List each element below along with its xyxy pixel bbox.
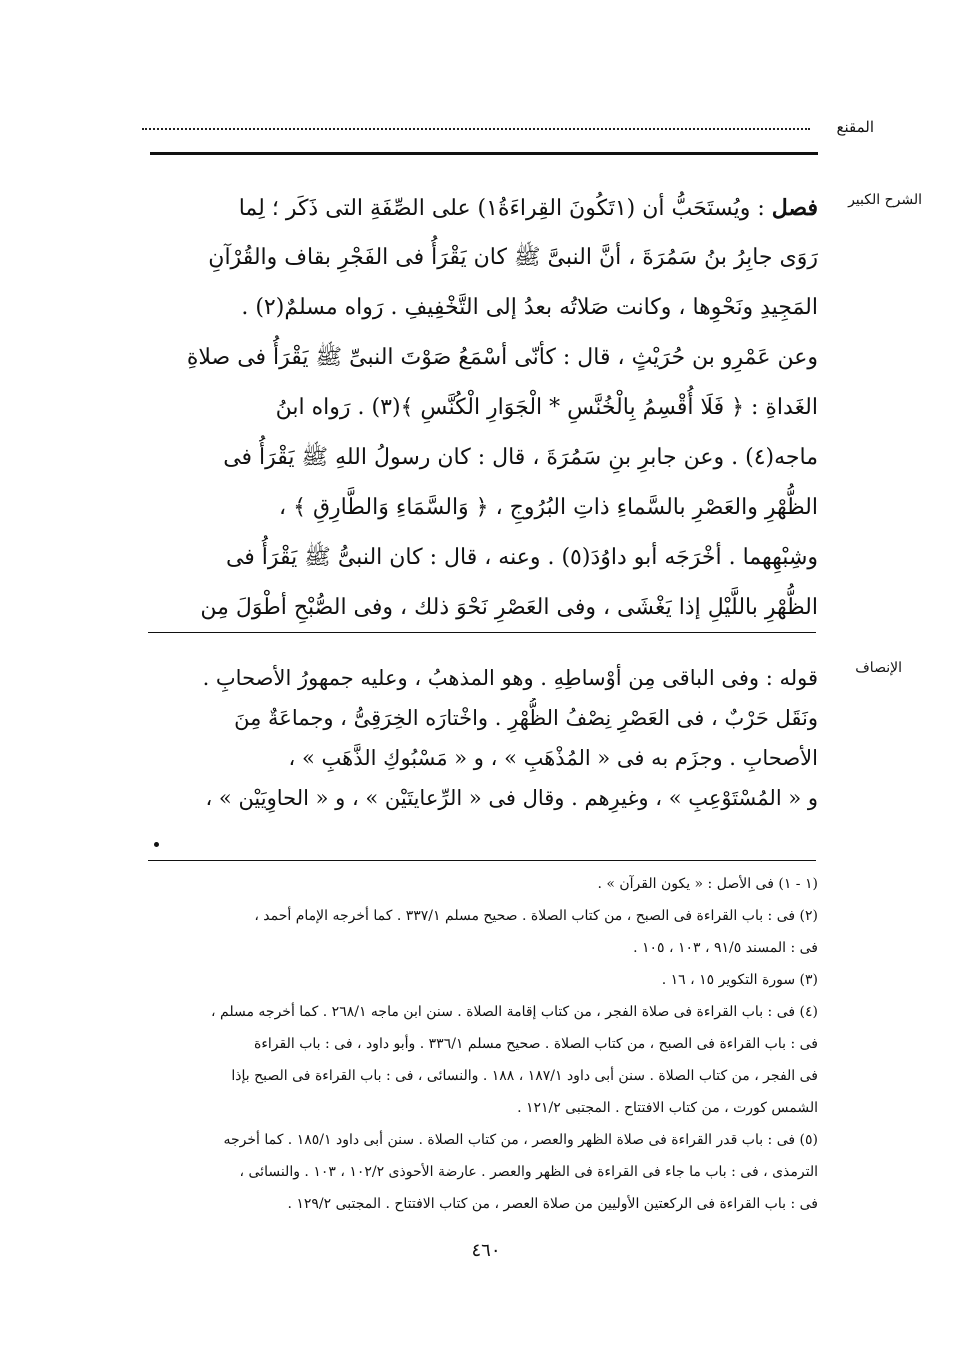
footnote-line: فى : باب القراءة فى الصبح ، من كتاب الصلاة . صحيح مسلم ٣٣٦/١ . وأبو داود ، فى : باب القراءة <box>253 1036 818 1052</box>
footnote-line: الشمس كورت ، من كتاب الافتتاح . المجتبى ١٢١/٢ . <box>517 1100 818 1116</box>
continuation-dot <box>154 842 159 847</box>
footnote-line: فى الفجر ، من كتاب الصلاة . سنن أبى داود ١٨٧/١ ، ١٨٨ . والنسائى ، فى : باب القراءة فى الصبح بإذا <box>231 1068 818 1084</box>
main-line: الغَداةِ : ﴿ فَلَا أُقْسِمُ بِالْخُنَّسِ * الْجَوَارِ الْكُنَّسِ ﴾(٣) . رَواه ابنُ <box>275 395 818 420</box>
footnote-line: فى : باب القراءة فى الركعتين الأوليين من صلاة العصر ، من كتاب الافتتاح . المجتبى ١٢٩/٢ . <box>287 1196 818 1212</box>
footnote-line: الترمذى ، فى : باب ما جاء فى القراءة فى الظهر والعصر . عارضة الأحوذى ١٠٢/٢ ، ١٠٣ . والنسائى ، <box>239 1164 818 1180</box>
main-commentary-text <box>138 183 818 633</box>
footnotes <box>140 868 818 1220</box>
insaf-text <box>138 658 818 818</box>
insaf-line: و « المُسْتَوْعِبِ » ، وغيرِهم . وقال فى « الرِّعايتَيْن » ، و « الحاوِيَيْن » ، <box>205 786 818 810</box>
main-line-1 <box>138 183 818 233</box>
running-header-title: المقنع <box>836 118 874 136</box>
main-line: وشِبْهِهما . أخْرَجَه أبو داوُدَ(٥) . وعنه ، قال : كان النبىُّ ﷺ يَقْرَأُ فى <box>225 545 818 570</box>
footnote-line: (٥) فى : باب قدر القراءة فى صلاة الظهر والعصر ، من كتاب الصلاة . سنن أبى داود ١٨٥/١ . كما أخرجه <box>223 1132 818 1148</box>
footnote-line: فى : المسند ٩١/٥ ، ١٠٣ ، ١٠٥ . <box>633 940 818 956</box>
main-line: المَجِيدِ ونَحْوِها ، وكانت صَلاتُه بعدُ إلى التَّخْفِيفِ . رَواه مسلمٌ(٢) . <box>241 295 818 320</box>
main-line: وعن عَمْرِو بن حُرَيْثٍ ، قال : كأنّى أسْمَعُ صَوْتَ النبىِّ ﷺ يَقْرَأُ فى صلاةِ <box>186 345 818 370</box>
main-line: رَوَى جابِرُ بنُ سَمُرَةَ ، أنَّ النبىَّ ﷺ كان يَقْرَأُ فى الفَجْرِ بقاف والقُرْآنِ <box>208 245 818 270</box>
insaf-line: قوله : وفى الباقى مِن أوْساطِهِ . وهو المذهبُ ، وعليه جمهورُ الأصحابِ . <box>202 666 818 690</box>
section-heading-fasl: فصل <box>771 195 818 221</box>
footnote-line: (٤) فى : باب القراءة فى صلاة الفجر ، من كتاب إقامة الصلاة . سنن ابن ماجه ٢٦٨/١ . كما أخرجه مسلم ، <box>211 1004 818 1020</box>
section-label-sharh-kabir: الشرح الكبير <box>848 192 922 208</box>
insaf-line: الأصحابِ . وجزَم به فى « المُذْهَبِ » ، و « مَسْبُوكِ الذَّهَبِ » ، <box>288 746 818 770</box>
insaf-line: ونَقَل حَرْبٌ ، فى العَصْرِ نِصْفُ الظُّهْرِ . واخْتارَه الخِرَقِىُّ ، وجماعَةٌ مِنَ <box>234 706 818 730</box>
footnote-line: (٢) فى : باب القراءة فى الصبح ، من كتاب الصلاة . صحيح مسلم ٣٣٧/١ . كما أخرجه الإمام أحمد ، <box>254 908 818 924</box>
header-rule <box>150 152 818 155</box>
main-line: ماجه(٤) . وعن جابرِ بنِ سَمُرَةَ ، قال : كان رسولُ اللهِ ﷺ يَقْرَأُ فى <box>223 445 818 470</box>
section-label-insaf: الإنصاف <box>855 660 902 676</box>
main-line: الظُّهْرِ باللَّيْلِ إذا يَغْشَى ، وفى العَصْرِ نَحْوَ ذلك ، وفى الصُّبْحِ أطْوَلَ مِن <box>200 595 818 620</box>
footnote-line: (٣) سورة التكوير ١٥ ، ١٦ . <box>661 972 818 988</box>
footnote-divider-rule <box>148 860 816 861</box>
footnote-line: (١ - ١) فى الأصل : « يكون القرآن » . <box>597 876 818 892</box>
main-line: الظُّهْرِ والعَصْرِ بالسَّماءِ ذاتِ البُرُوجِ ، ﴿ وَالسَّمَاءِ وَالطَّارِقِ ﴾ ، <box>279 495 818 520</box>
page-number: ٤٦٠ <box>471 1240 501 1261</box>
main-line-1-text: : ويُستَحَبُّ أن (١تَكُونَ القِراءَةُ١) على الصِّفَةِ التى ذَكَر ؛ لِما <box>238 196 765 221</box>
section-divider-rule <box>148 632 816 633</box>
header-dotted-leader <box>142 112 810 130</box>
